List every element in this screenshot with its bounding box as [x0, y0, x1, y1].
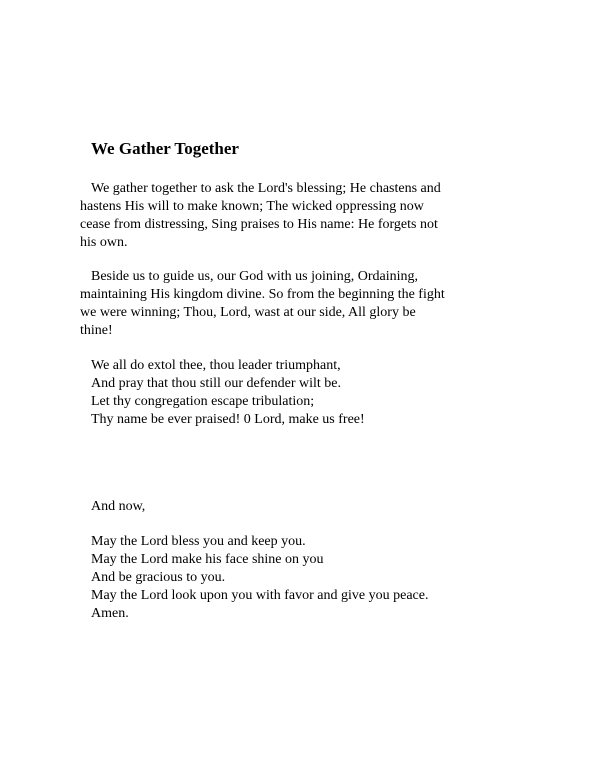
blessing-line: May the Lord bless you and keep you.	[91, 534, 306, 549]
blessing-line: Amen.	[91, 606, 129, 621]
document-title: We Gather Together	[91, 139, 239, 158]
blessing-line: May the Lord look upon you with favor and give you peace.	[91, 588, 429, 603]
verse-3-lines	[91, 357, 365, 429]
verse-3-line: And pray that thou still our defender wilt be.	[91, 376, 341, 391]
and-now-text: And now,	[91, 499, 146, 514]
verse-3-line: We all do extol thee, thou leader triumphant,	[91, 358, 341, 373]
verse-1-paragraph: We gather together to ask the Lord's blessing; He chastens and hastens His will to make known; The wicked oppressing now cease from distressing, Sing praises to His name: He forgets not his own.	[80, 181, 441, 250]
blessing-line: And be gracious to you.	[91, 570, 226, 585]
blessing-lines	[91, 533, 428, 623]
verse-2-paragraph: Beside us to guide us, our God with us joining, Ordaining, maintaining His kingdom divine. So from the beginning the fight we were winning; Thou, Lord, wast at our side, All glory be thine!	[80, 269, 445, 338]
verse-3-line: Thy name be ever praised! 0 Lord, make us free!	[91, 412, 365, 427]
blessing-line: May the Lord make his face shine on you	[91, 552, 324, 567]
verse-3-line: Let thy congregation escape tribulation;	[91, 394, 315, 409]
